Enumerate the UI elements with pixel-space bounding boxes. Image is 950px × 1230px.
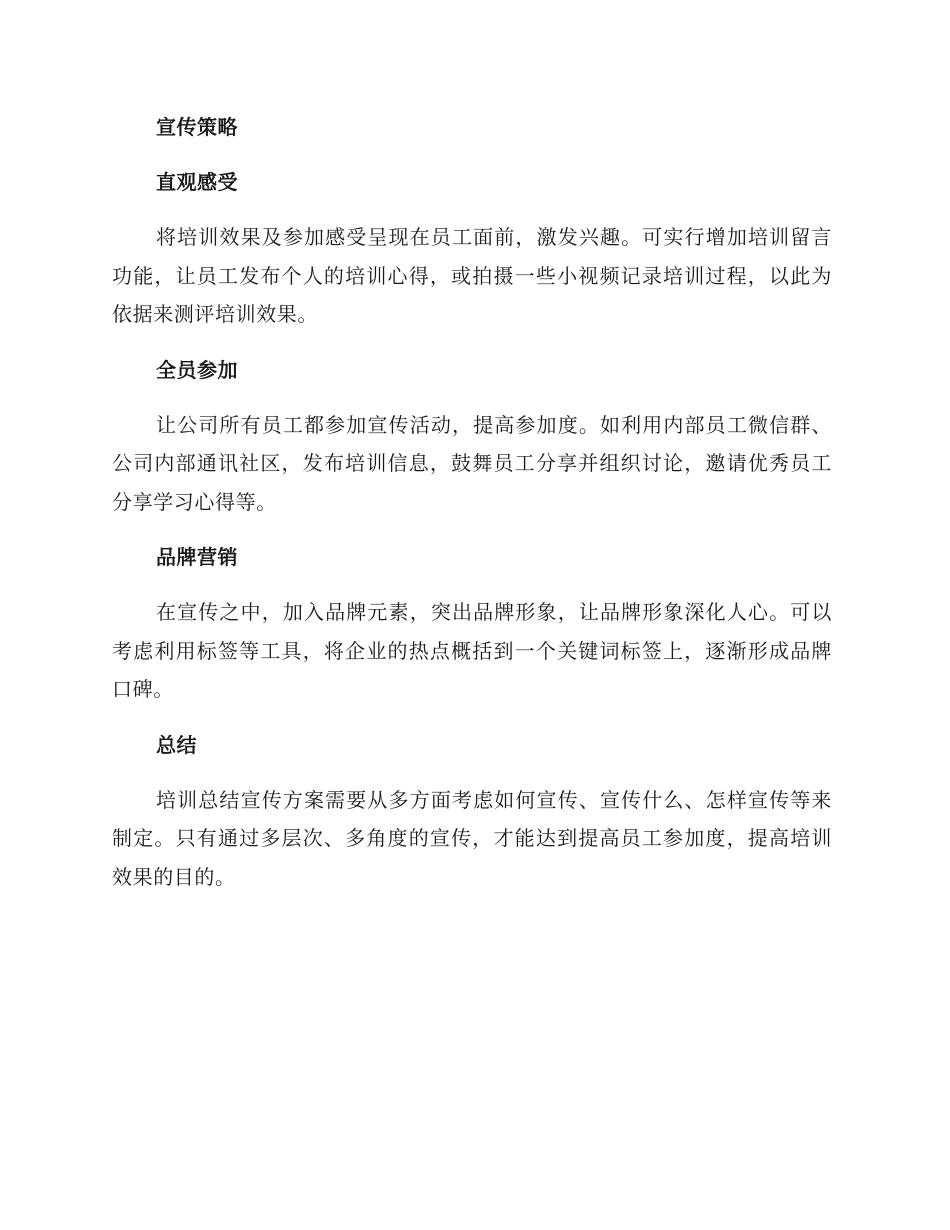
section-paragraph-summary: 培训总结宣传方案需要从多方面考虑如何宣传、宣传什么、怎样宣传等来制定。只有通过多层次、多角度的宣传，才能达到提高员工参加度，提高培训效果的目的。	[112, 787, 832, 889]
document-body	[112, 108, 832, 913]
section-heading-summary: 总结	[156, 732, 197, 757]
section-paragraph-participation: 让公司所有员工都参加宣传活动，提高参加度。如利用内部员工微信群、公司内部通讯社区，发布培训信息，鼓舞员工分享并组织讨论，邀请优秀员工分享学习心得等。	[112, 412, 832, 514]
section-heading-brand: 品牌营销	[156, 545, 238, 569]
section-paragraph-brand: 在宣传之中，加入品牌元素，突出品牌形象，让品牌形象深化人心。可以考虑利用标签等工具，将企业的热点概括到一个关键词标签上，逐渐形成品牌口碑。	[112, 600, 832, 701]
section-heading-intuitive: 直观感受	[156, 170, 238, 194]
section-heading-participation: 全员参加	[156, 357, 238, 382]
section-paragraph-intuitive: 将培训效果及参加感受呈现在员工面前，激发兴趣。可实行增加培训留言功能，让员工发布个人的培训心得，或拍摄一些小视频记录培训过程，以此为依据来测评培训效果。	[112, 225, 832, 326]
section-heading-strategy: 宣传策略	[156, 115, 238, 139]
